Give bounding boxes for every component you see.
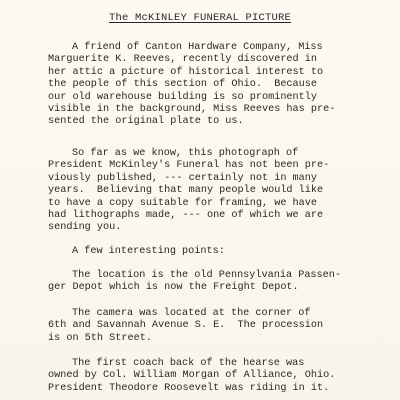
document-title: The McKINLEY FUNERAL PICTURE bbox=[108, 12, 292, 24]
text-line: 6th and Savannah Avenue S. E. The procession bbox=[48, 320, 324, 332]
paragraph-camera bbox=[48, 308, 378, 345]
text-line: The first coach back of the hearse was bbox=[72, 358, 305, 369]
text-line: to have a copy suitable for framing, we have bbox=[48, 197, 317, 209]
text-line: owned by Col. William Morgan of Alliance, Ohio. bbox=[48, 370, 336, 382]
text-line: sented the original plate to us. bbox=[48, 116, 244, 128]
paragraph-discovery bbox=[48, 42, 378, 129]
text-line: So far as we know, this photograph of bbox=[72, 148, 299, 159]
text-line: sending you. bbox=[48, 222, 122, 234]
text-line: years. Believing that many people would like bbox=[48, 185, 324, 197]
text-line: viously published, --- certainly not in many bbox=[48, 172, 317, 184]
text-line: A few interesting points: bbox=[72, 246, 225, 257]
text-line: had lithographs made, --- one of which we are bbox=[48, 210, 324, 222]
text-line: President McKinley's Funeral has not been pre- bbox=[48, 160, 330, 172]
paragraph-points-heading bbox=[48, 246, 378, 258]
text-line: The camera was located at the corner of bbox=[72, 308, 311, 319]
text-line: A friend of Canton Hardware Company, Miss bbox=[72, 42, 323, 53]
paragraph-first-coach bbox=[48, 358, 378, 395]
text-line: is on 5th Street. bbox=[48, 332, 152, 344]
text-line: our old warehouse building is so prominently bbox=[48, 91, 317, 103]
paragraph-location bbox=[48, 270, 378, 295]
text-line: The location is the old Pennsylvania Passen- bbox=[72, 270, 341, 281]
text-line: ger Depot which is now the Freight Depot. bbox=[48, 282, 299, 294]
text-line: her attic a picture of historical interest to bbox=[48, 66, 324, 78]
text-line: the people of this section of Ohio. Because bbox=[48, 79, 317, 91]
paragraph-photograph bbox=[48, 148, 378, 235]
text-line: Marguerite K. Reeves, recently discovered in bbox=[48, 54, 317, 66]
text-line: President Theodore Roosevelt was riding in it. bbox=[48, 382, 330, 394]
text-line: visible in the background, Miss Reeves has pre- bbox=[48, 104, 336, 116]
